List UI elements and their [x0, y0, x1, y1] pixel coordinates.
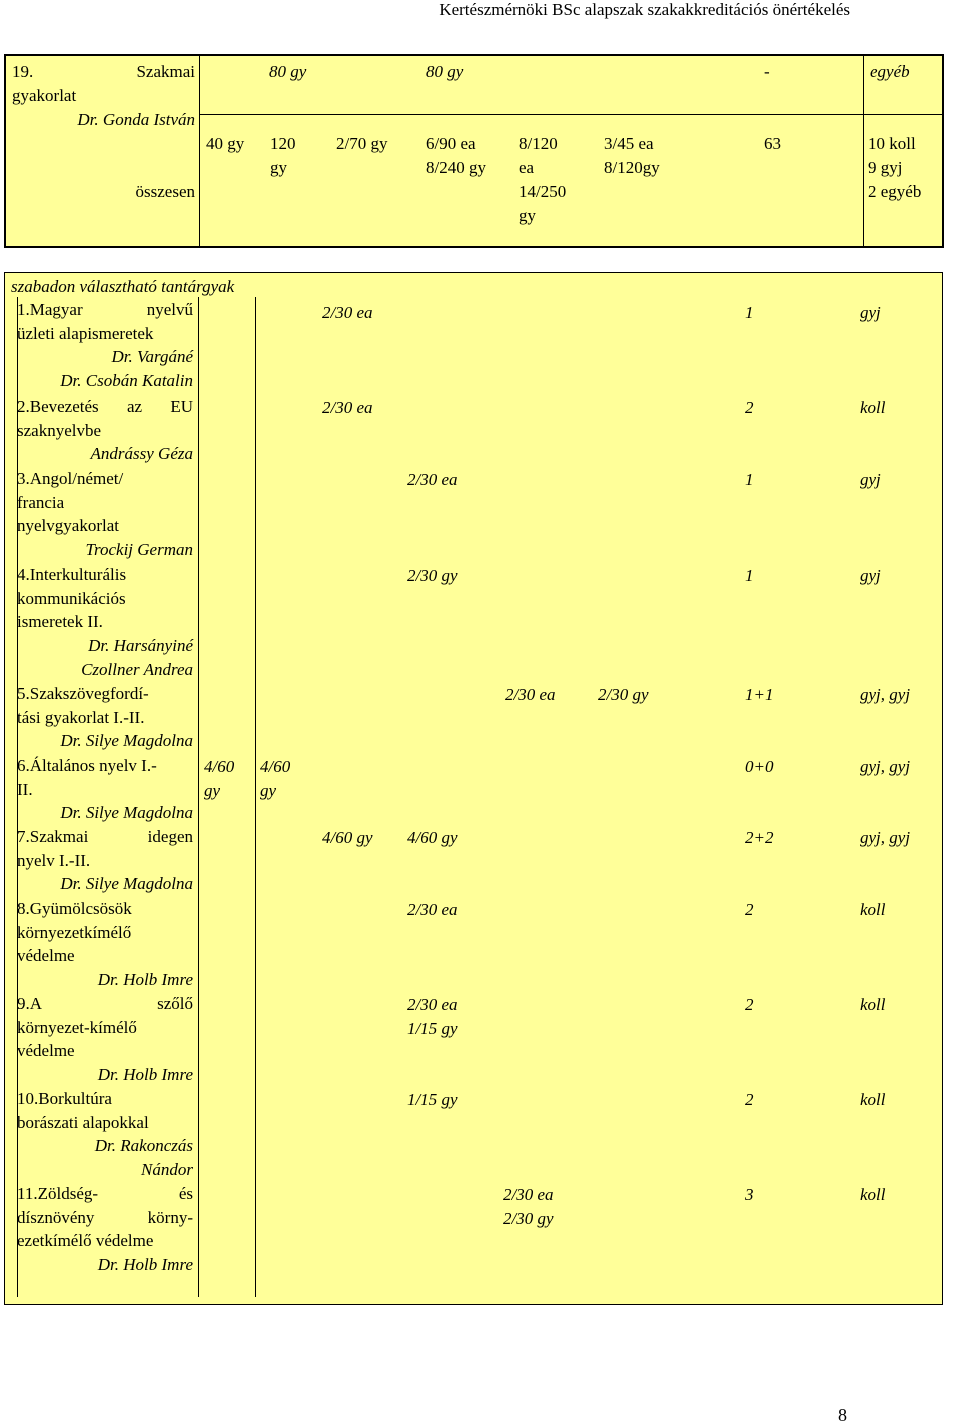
table-heading: szabadon választható tantárgyak	[11, 277, 235, 296]
subject-7-exam: gyj, gyj	[860, 828, 911, 847]
subject-3-name: 3.Angol/német/ francia nyelvgyakorlat Trockij German	[17, 469, 193, 560]
top-c4: egyéb	[870, 62, 910, 81]
top-c1: 80 gy	[269, 62, 307, 81]
subject-3-exam: gyj	[860, 470, 881, 489]
total-d: 6/90 ea 8/240 gy	[426, 134, 486, 177]
subject-10-value: 1/15 gy	[407, 1090, 458, 1109]
subject-5-credit: 1+1	[745, 685, 774, 704]
subject-3-credit: 1	[745, 470, 754, 489]
subject-6-exam: gyj, gyj	[860, 757, 911, 776]
subject-11-values: 2/30 ea 2/30 gy	[503, 1185, 554, 1228]
subject-6-credit: 0+0	[745, 757, 774, 776]
subject-4-exam: gyj	[860, 566, 881, 585]
subject-1-value: 2/30 ea	[322, 303, 373, 322]
subject-5-value-ea: 2/30 ea	[505, 685, 556, 704]
subject-5-value-gy: 2/30 gy	[598, 685, 649, 704]
top-c3: -	[764, 62, 770, 81]
subject-8-credit: 2	[745, 900, 754, 919]
subject-5-exam: gyj, gyj	[860, 685, 911, 704]
total-e: 8/120 ea 14/250 gy	[519, 134, 567, 225]
subject-5-name: 5.Szakszövegfordí- tási gyakorlat I.-II. Dr. Silye Magdolna	[17, 684, 193, 751]
subject-2-name: 2.Bevezetés az EU szaknyelvbe Andrássy Géza	[17, 397, 193, 464]
subject-8-value: 2/30 ea	[407, 900, 458, 919]
subject-1-exam: gyj	[860, 303, 881, 322]
subject-2-exam: koll	[860, 398, 886, 417]
subject-6-name: 6.Általános nyelv I.- II. Dr. Silye Magdolna	[17, 756, 193, 823]
subject-10-credit: 2	[745, 1090, 754, 1109]
subject-7-name: 7.Szakmai idegen nyelv I.-II. Dr. Silye Magdolna	[17, 827, 193, 894]
total-b: 120 gy	[270, 134, 296, 177]
page-number: 8	[838, 1405, 847, 1425]
subject-11-credit: 3	[745, 1185, 754, 1204]
row-label: 19. Szakmai gyakorlat	[12, 62, 195, 105]
subject-7-value-b: 4/60 gy	[407, 828, 458, 847]
subject-1-credit: 1	[745, 303, 754, 322]
subject-6-value-b: 4/60 gy	[260, 757, 291, 800]
subject-2-value: 2/30 ea	[322, 398, 373, 417]
subject-9-exam: koll	[860, 995, 886, 1014]
subject-4-value: 2/30 gy	[407, 566, 458, 585]
top-c2: 80 gy	[426, 62, 464, 81]
subject-4-credit: 1	[745, 566, 754, 585]
subject-1-name: 1.Magyar nyelvű üzleti alapismeretek Dr. Vargáné Dr. Csobán Katalin	[17, 300, 193, 391]
total-c: 2/70 gy	[336, 134, 388, 153]
subject-10-exam: koll	[860, 1090, 886, 1109]
row-teacher: Dr. Gonda István	[77, 110, 195, 129]
subject-2-credit: 2	[745, 398, 754, 417]
subject-9-credit: 2	[745, 995, 754, 1014]
subject-10-name: 10.Borkultúra borászati alapokkal Dr. Rakonczás Nándor	[17, 1089, 193, 1180]
subject-11-exam: koll	[860, 1185, 886, 1204]
subject-7-credit: 2+2	[745, 828, 774, 847]
total-h: 10 koll 9 gyj 2 egyéb	[868, 134, 922, 201]
total-g: 63	[764, 134, 781, 153]
page-header: Kertészmérnöki BSc alapszak szakakkreditációs önértékelés	[439, 0, 850, 19]
subject-11-name: 11.Zöldség- és dísznövény körny- ezetkímélő védelme Dr. Holb Imre	[17, 1184, 193, 1275]
subject-4-name: 4.Interkulturális kommunikációs ismeretek II. Dr. Harsányiné Czollner Andrea	[17, 565, 193, 679]
subject-9-name: 9.A szőlő környezet-kímélő védelme Dr. Holb Imre	[17, 994, 193, 1085]
subject-8-exam: koll	[860, 900, 886, 919]
subject-3-value: 2/30 ea	[407, 470, 458, 489]
subject-7-value-a: 4/60 gy	[322, 828, 373, 847]
subject-9-values: 2/30 ea 1/15 gy	[407, 995, 458, 1038]
row-total-label: összesen	[135, 182, 195, 201]
subject-6-value-a: 4/60 gy	[204, 757, 235, 800]
total-f: 3/45 ea 8/120gy	[604, 134, 660, 177]
total-a: 40 gy	[206, 134, 245, 153]
subject-8-name: 8.Gyümölcsösök környezetkímélő védelme Dr. Holb Imre	[17, 899, 193, 990]
practice-summary-table	[4, 54, 944, 248]
